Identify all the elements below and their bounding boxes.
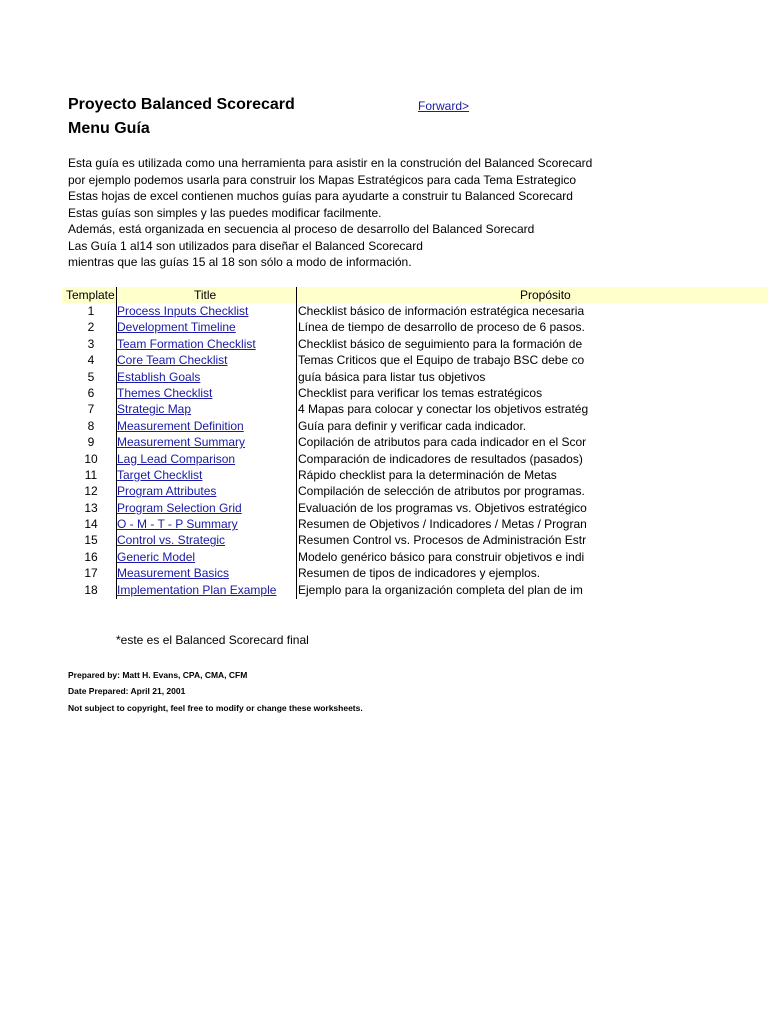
template-purpose: guía básica para listar tus objetivos xyxy=(298,369,486,384)
page-subtitle: Menu Guía xyxy=(68,120,150,137)
date-prepared: Date Prepared: April 21, 2001 xyxy=(68,686,186,696)
table-row xyxy=(62,582,768,598)
template-link[interactable]: Control vs. Strategic xyxy=(117,533,226,548)
template-link[interactable]: Measurement Summary xyxy=(117,435,246,450)
header-purpose: Propósito xyxy=(520,288,571,302)
copyright-note: Not subject to copyright, feel free to modify or change these worksheets. xyxy=(68,703,363,713)
final-note: *este es el Balanced Scorecard final xyxy=(116,633,309,647)
template-table xyxy=(62,287,768,598)
template-number: 6 xyxy=(87,385,95,400)
template-number: 18 xyxy=(84,582,98,597)
template-number: 4 xyxy=(87,353,95,368)
template-number: 2 xyxy=(87,320,95,335)
template-purpose: Guía para definir y verificar cada indicador. xyxy=(298,418,527,433)
table-row xyxy=(62,303,768,319)
template-purpose: Evaluación de los programas vs. Objetivos estratégico xyxy=(298,500,587,515)
template-purpose: Compilación de selección de atributos por programas. xyxy=(298,484,585,499)
template-purpose: Temas Criticos que el Equipo de trabajo BSC debe co xyxy=(298,353,585,368)
template-link[interactable]: Development Timeline xyxy=(117,320,236,335)
intro-line: Estas hojas de excel contienen muchos guías para ayudarte a construir tu Balanced Scorecard xyxy=(68,189,573,203)
template-purpose: 4 Mapas para colocar y conectar los objetivos estratég xyxy=(298,402,589,417)
template-purpose: Ejemplo para la organización completa del plan de im xyxy=(298,582,583,597)
template-purpose: Checklist básico de seguimiento para la formación de xyxy=(298,336,583,351)
table-row xyxy=(62,352,768,368)
table-body xyxy=(62,303,768,598)
template-purpose: Resumen de tipos de indicadores y ejemplos. xyxy=(298,566,541,581)
table-row xyxy=(62,369,768,385)
template-number: 8 xyxy=(87,418,95,433)
table-row xyxy=(62,532,768,548)
table-row xyxy=(62,385,768,401)
template-number: 7 xyxy=(87,402,95,417)
column-divider xyxy=(116,287,117,599)
template-number: 13 xyxy=(84,500,98,515)
table-header xyxy=(62,287,768,303)
table-row xyxy=(62,401,768,417)
intro-line: Las Guía 1 al14 son utilizados para diseñar el Balanced Scorecard xyxy=(68,238,423,253)
template-link[interactable]: Strategic Map xyxy=(117,402,192,417)
prepared-by: Prepared by: Matt H. Evans, CPA, CMA, CFM xyxy=(68,670,248,680)
template-number: 11 xyxy=(84,467,98,482)
page-title: Proyecto Balanced Scorecard xyxy=(68,96,295,113)
table-row xyxy=(62,483,768,499)
intro-line: Además, está organizada en secuencia al proceso de desarrollo del Balanced Sorecard xyxy=(68,222,535,236)
table-row xyxy=(62,418,768,434)
table-row xyxy=(62,451,768,467)
template-purpose: Comparación de indicadores de resultados (pasados) xyxy=(298,451,583,466)
template-purpose: Modelo genérico básico para construir objetivos e indi xyxy=(298,549,585,564)
template-number: 3 xyxy=(87,336,95,351)
table-row xyxy=(62,500,768,516)
template-purpose: Resumen Control vs. Procesos de Administración Estr xyxy=(298,533,587,548)
table-row xyxy=(62,434,768,450)
table-row xyxy=(62,336,768,352)
header-title: Title xyxy=(194,288,217,302)
template-number: 5 xyxy=(87,369,95,384)
template-link[interactable]: Program Attributes xyxy=(117,484,217,499)
template-purpose: Línea de tiempo de desarrollo de proceso de 6 pasos. xyxy=(298,320,585,335)
intro-line: Estas guías son simples y las puedes modificar facilmente. xyxy=(68,205,382,220)
template-number: 17 xyxy=(84,566,98,581)
template-link[interactable]: Team Formation Checklist xyxy=(117,336,256,351)
template-purpose: Checklist básico de información estratégica necesaria xyxy=(298,304,585,318)
template-link[interactable]: Measurement Definition xyxy=(117,418,244,433)
forward-link[interactable]: Forward> xyxy=(418,99,470,113)
table-row xyxy=(62,549,768,565)
template-link[interactable]: Establish Goals xyxy=(117,369,201,384)
template-link[interactable]: Process Inputs Checklist xyxy=(117,304,249,318)
table-row xyxy=(62,467,768,483)
template-link[interactable]: Themes Checklist xyxy=(117,385,213,400)
intro-line: Esta guía es utilizada como una herramienta para asistir en la construción del Balanced Scorecard xyxy=(68,156,593,170)
template-link[interactable]: Program Selection Grid xyxy=(117,500,242,515)
template-number: 9 xyxy=(87,435,95,450)
template-number: 14 xyxy=(84,517,98,532)
template-number: 1 xyxy=(87,304,95,318)
template-link[interactable]: Core Team Checklist xyxy=(117,353,228,368)
template-link[interactable]: Implementation Plan Example xyxy=(117,582,277,597)
table-row xyxy=(62,516,768,532)
template-number: 16 xyxy=(84,549,98,564)
column-divider xyxy=(296,287,297,599)
template-purpose: Resumen de Objetivos / Indicadores / Metas / Progran xyxy=(298,517,587,532)
template-link[interactable]: Target Checklist xyxy=(117,467,203,482)
table-row xyxy=(62,319,768,335)
intro-line: por ejemplo podemos usarla para construir los Mapas Estratégicos para cada Tema Estrategico xyxy=(68,172,577,187)
template-number: 15 xyxy=(84,533,98,548)
table-row xyxy=(62,565,768,581)
intro-paragraph xyxy=(68,155,600,271)
template-purpose: Copilación de atributos para cada indicador en el Scor xyxy=(298,435,587,450)
template-link[interactable]: Measurement Basics xyxy=(117,566,230,581)
header-template: Template xyxy=(66,288,115,302)
template-purpose: Checklist para verificar los temas estratégicos xyxy=(298,385,543,400)
template-link[interactable]: Generic Model xyxy=(117,549,196,564)
template-purpose: Rápido checklist para la determinación de Metas xyxy=(298,467,557,482)
template-number: 12 xyxy=(84,484,98,499)
template-link[interactable]: O - M - T - P Summary xyxy=(117,517,238,532)
intro-line: mientras que las guías 15 al 18 son sólo a modo de información. xyxy=(68,255,412,269)
template-number: 10 xyxy=(84,451,98,466)
template-link[interactable]: Lag Lead Comparison xyxy=(117,451,236,466)
